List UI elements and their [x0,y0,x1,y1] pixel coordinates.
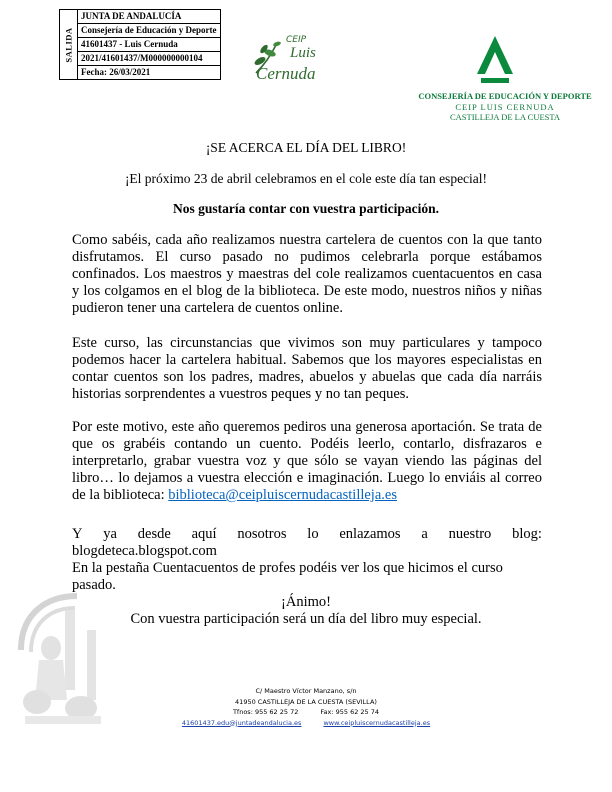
blog-word: nosotros [237,526,287,542]
footer-links [0,718,612,729]
school-logo [250,33,330,89]
blog-word: ya [103,526,117,542]
participation-heading: Nos gustaría contar con vuestra participación. [173,201,439,216]
footer-phone: Tfnos: 955 62 25 72 [232,708,299,716]
blog-word: a [421,526,428,542]
stamp-row-centro: 41601437 - Luis Cernuda [78,38,220,52]
header-consejeria: CONSEJERÍA DE EDUCACIÓN Y DEPORTE [418,91,592,101]
stamp-row-consejeria: Consejería de Educación y Deporte [78,24,220,38]
library-email-link[interactable]: biblioteca@ceipluiscernudacastilleja.es [168,487,397,503]
paragraph-request [72,419,542,504]
blog-word: nuestro [448,526,492,542]
header-localidad: CASTILLEJA DE LA CUESTA [449,112,561,122]
footer-fax: Fax: 955 62 25 74 [320,708,380,716]
blog-word: lo [307,526,319,542]
logo-name-luis: Luis [290,45,316,61]
footer-address: C/ Maestro Víctor Manzano, s/n [255,687,357,695]
blog-word: enlazamos [339,526,401,542]
stamp-rows [78,10,220,79]
registry-stamp [59,9,221,80]
blog-word: Y [72,526,83,542]
blog-word: desde [137,526,171,542]
blog-word: blog: [512,526,542,542]
paragraph-request-text: Por este motivo, este año queremos pediros una generosa aportación. Se trata de que os grabéis contando un cuento. Podéis leerlo, contarlo, disfrazaros e interpretarlo, grabar vuestra voz y que sólo se vayan viendo las páginas del libro… lo dejamos a vuestra elección e imaginación. Luego lo enviáis al correo de la biblioteca: [72,419,542,503]
blog-word: aquí [191,526,217,542]
encouragement: ¡Ánimo! [281,594,331,610]
junta-andalucia-logo [475,34,515,84]
closing-line: Con vuestra participación será un día del libro muy especial. [130,611,482,627]
stamp-row-registro: 2021/41601437/M000000000104 [78,52,220,66]
paragraph-blog [72,526,542,594]
header-ceip: CEIP LUIS CERNUDA [455,101,555,112]
footer-phones [0,707,612,718]
logo-name-cernuda: Cernuda [256,64,316,83]
blog-url: blogdeteca.blogspot.com [72,543,217,559]
stamp-side-label: SALIDA [60,10,78,79]
footer-web-link[interactable]: www.ceipluiscernudacastilleja.es [323,718,431,727]
stamp-row-junta: JUNTA DE ANDALUCÍA [78,10,220,24]
blog-line [72,526,542,543]
footer-city: 41950 CASTILLEJA DE LA CUESTA (SEVILLA) [235,697,377,706]
paragraph-this-year: Este curso, las circunstancias que vivimos son muy particulares y tampoco podemos hacer la cartelera habitual. Sabemos que los mayores especialistas en contar cuentos son los padres, madres, abuelos y abuelas que cada día narráis historias sorprendentes a vuestros peques y no tan peques. [72,335,542,402]
footer [0,686,612,728]
subtitle: ¡El próximo 23 de abril celebramos en el cole este día tan especial! [124,171,488,186]
footer-email-link[interactable]: 41601437.edu@juntadeandalucia.es [181,718,302,727]
paragraph-intro: Como sabéis, cada año realizamos nuestra cartelera de cuentos con la que tanto disfrutamos. El curso pasado no pudimos celebrarla porque estábamos confinados. Los maestros y maestras del cole realizamos cuentacuentos en casa y los colgamos en el blog de la biblioteca. De este modo, nuestros niños y niñas pudieron tener una cartelera de cuentos online. [72,232,542,316]
header-institution [405,91,605,123]
page-title: ¡SE ACERCA EL DÍA DEL LIBRO! [205,140,407,155]
stamp-row-fecha: Fecha: 26/03/2021 [81,67,151,77]
logo-ceip-text: CEIP [286,35,307,45]
blog-tab-note: En la pestaña Cuentacuentos de profes podéis ver los que hicimos el curso pasado. [72,560,503,593]
